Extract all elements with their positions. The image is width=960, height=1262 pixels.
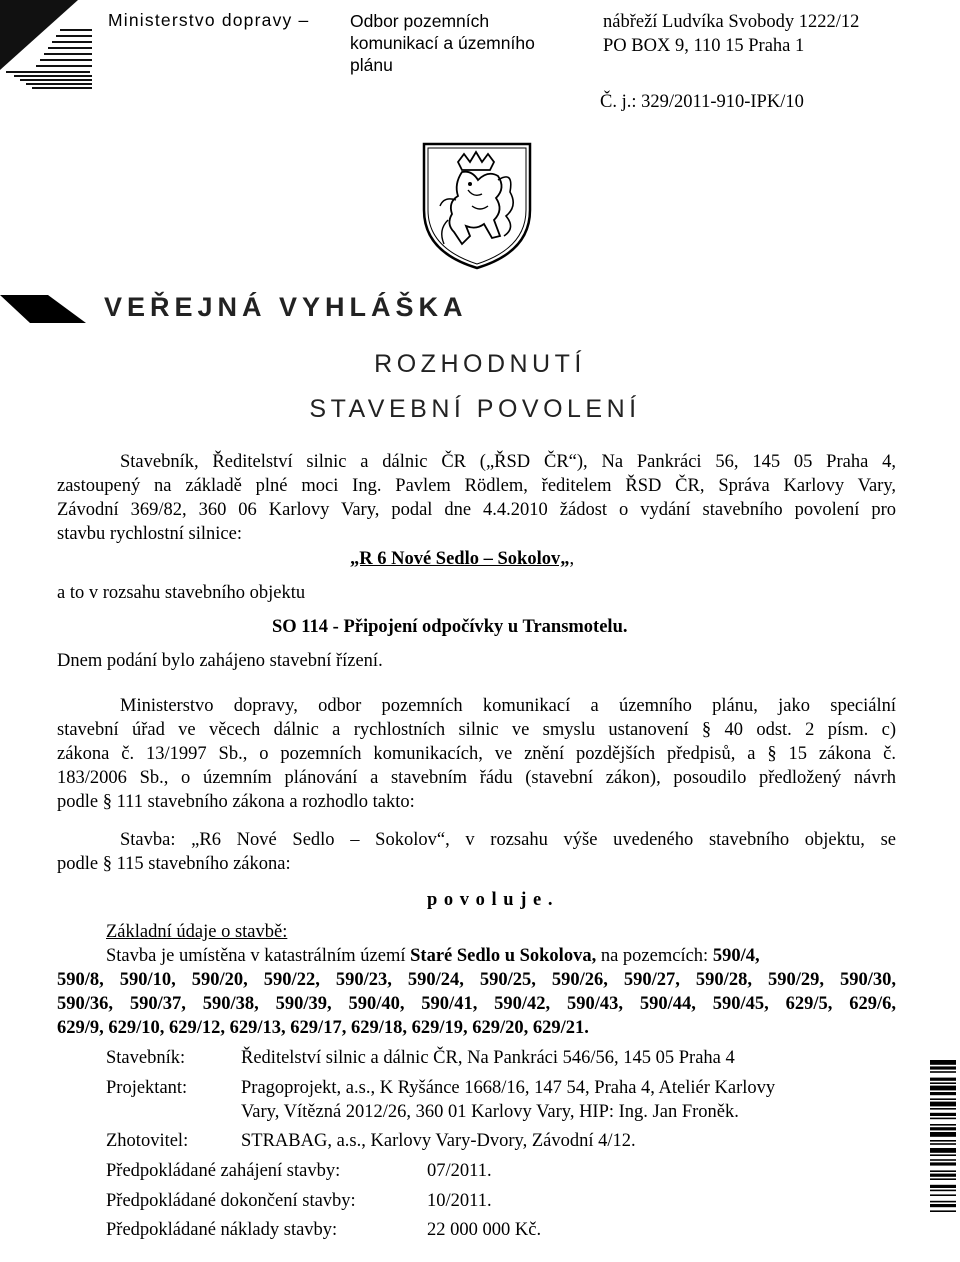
- start-label: Předpokládané zahájení stavby:: [106, 1161, 341, 1181]
- department-name: Odbor pozemních komunikací a územního plánu: [350, 11, 535, 75]
- designer-label: Projektant:: [106, 1078, 188, 1098]
- designer-value-1: Pragoprojekt, a.s., K Ryšánce 1668/16, 147 54, Praha 4, Ateliér Karlovy: [241, 1078, 776, 1098]
- builder-label: Stavebník:: [106, 1048, 186, 1068]
- barcode-bar: [930, 1194, 956, 1196]
- body-line-3: zákona č. 13/1997 Sb., o pozemních komunikacích, ve znění pozdějších předpisů, a § 15 zákona č.: [57, 744, 896, 764]
- barcode-bar: [930, 1086, 956, 1091]
- intro-line-2: zastoupený na základě plné moci Ing. Pavlem Rödlem, ředitelem ŘSD ČR, Správa Karlovy Vary,: [57, 476, 896, 496]
- notice-banner-wedge: [0, 295, 90, 323]
- start-value: 07/2011.: [427, 1161, 492, 1181]
- construction-line-1: Stavba: „R6 Nové Sedlo – Sokolov“, v rozsahu výše uvedeného stavebního objektu, se: [120, 830, 896, 850]
- barcode-bar: [930, 1078, 956, 1081]
- barcode-bar: [930, 1185, 956, 1188]
- barcode-bar: [930, 1071, 956, 1073]
- verdict: p o v o l u j e .: [427, 890, 554, 910]
- barcode-bar: [930, 1113, 956, 1116]
- road-name: „R 6 Nové Sedlo – Sokolov„,: [350, 549, 575, 569]
- parcels-line-2: 590/36, 590/37, 590/38, 590/39, 590/40, 590/41, 590/42, 590/43, 590/44, 590/45, 629/5, 629/6,: [57, 994, 896, 1014]
- intro-line-3: Závodní 369/82, 360 06 Karlovy Vary, podal dne 4.4.2010 žádost o vydání stavebního povolení pro: [57, 500, 896, 520]
- end-label: Předpokládané dokončení stavby:: [106, 1191, 356, 1211]
- barcode-bar: [930, 1154, 956, 1156]
- barcode-bar: [930, 1124, 956, 1126]
- barcode-bar: [930, 1204, 956, 1207]
- barcode-bar: [930, 1127, 956, 1130]
- contractor-label: Zhotovitel:: [106, 1131, 189, 1151]
- designer-value-2: Vary, Vítězná 2012/26, 360 01 Karlovy Vary, HIP: Ing. Jan Froněk.: [241, 1102, 739, 1122]
- ministry-logo: [0, 0, 100, 92]
- barcode-bar: [930, 1102, 956, 1107]
- barcode-bar: [930, 1092, 956, 1095]
- permit-title: STAVEBNÍ POVOLENÍ: [309, 395, 641, 423]
- parcels-line-3: 629/9, 629/10, 629/12, 629/13, 629/17, 629/18, 629/19, 629/20, 629/21.: [57, 1018, 589, 1038]
- barcode-bar: [930, 1170, 956, 1172]
- barcode-bar: [930, 1108, 956, 1110]
- barcode-bar: [930, 1178, 956, 1180]
- barcode-bar: [930, 1140, 956, 1142]
- scope-line: a to v rozsahu stavebního objektu: [57, 583, 306, 603]
- barcode-bar: [930, 1143, 956, 1145]
- barcode-bar: [930, 1066, 956, 1069]
- barcode-bar: [930, 1098, 956, 1100]
- decision-title: ROZHODNUTÍ: [374, 350, 586, 378]
- intro-line-4: stavbu rychlostní silnice:: [57, 524, 242, 544]
- intro-line-1: Stavebník, Ředitelství silnic a dálnic ČR („ŘSD ČR“), Na Pankráci 56, 145 05 Praha 4,: [120, 452, 896, 472]
- barcode: [930, 1060, 956, 1260]
- state-emblem-icon: [418, 140, 536, 272]
- body-line-5: podle § 111 stavebního zákona a rozhodlo takto:: [57, 792, 415, 812]
- end-value: 10/2011.: [427, 1191, 492, 1211]
- barcode-bar: [930, 1118, 956, 1120]
- parcels-line-1: 590/8, 590/10, 590/20, 590/22, 590/23, 590/24, 590/25, 590/26, 590/27, 590/28, 590/29, 590/30,: [57, 970, 896, 990]
- barcode-bar: [930, 1174, 956, 1177]
- barcode-bar: [930, 1060, 956, 1065]
- construction-line-2: podle § 115 stavebního zákona:: [57, 854, 291, 874]
- body-line-1: Ministerstvo dopravy, odbor pozemních komunikací a územního plánu, jako speciální: [120, 696, 896, 716]
- body-line-4: 183/2006 Sb., o územním plánování a stavebním řádu (stavební zákon), posoudilo předložený návrh: [57, 768, 896, 788]
- basic-data-heading: Základní údaje o stavbě:: [106, 922, 288, 942]
- barcode-bar: [930, 1132, 956, 1137]
- construction-object: SO 114 - Připojení odpočívky u Transmotelu.: [272, 617, 628, 637]
- proceeding-started: Dnem podání bylo zahájeno stavební řízení.: [57, 651, 383, 671]
- contractor-value: STRABAG, a.s., Karlovy Vary-Dvory, Závodní 4/12.: [241, 1131, 636, 1151]
- barcode-bar: [930, 1082, 956, 1084]
- barcode-bar: [930, 1210, 956, 1212]
- reference-number: Č. j.: 329/2011-910-IPK/10: [600, 92, 804, 112]
- ministry-name: Ministerstvo dopravy –: [108, 10, 310, 30]
- barcode-bar: [930, 1148, 956, 1153]
- builder-value: Ředitelství silnic a dálnic ČR, Na Pankráci 546/56, 145 05 Praha 4: [241, 1048, 735, 1068]
- location-line: Stavba je umístěna v katastrálním území Staré Sedlo u Sokolova, na pozemcích: 590/4,: [106, 946, 760, 966]
- notice-title: VEŘEJNÁ VYHLÁŠKA: [104, 292, 468, 322]
- barcode-bar: [930, 1162, 956, 1165]
- cost-value: 22 000 000 Kč.: [427, 1220, 542, 1240]
- body-line-2: stavební úřad ve věcech dálnic a rychlostních silnic ve smyslu ustanovení § 40 odst. 2 písm. c): [57, 720, 896, 740]
- barcode-bar: [930, 1201, 956, 1203]
- cost-label: Předpokládané náklady stavby:: [106, 1220, 338, 1240]
- barcode-bar: [930, 1159, 956, 1161]
- barcode-bar: [930, 1190, 956, 1192]
- ministry-address: nábřeží Ludvíka Svobody 1222/12 PO BOX 9, 110 15 Praha 1: [603, 12, 860, 56]
